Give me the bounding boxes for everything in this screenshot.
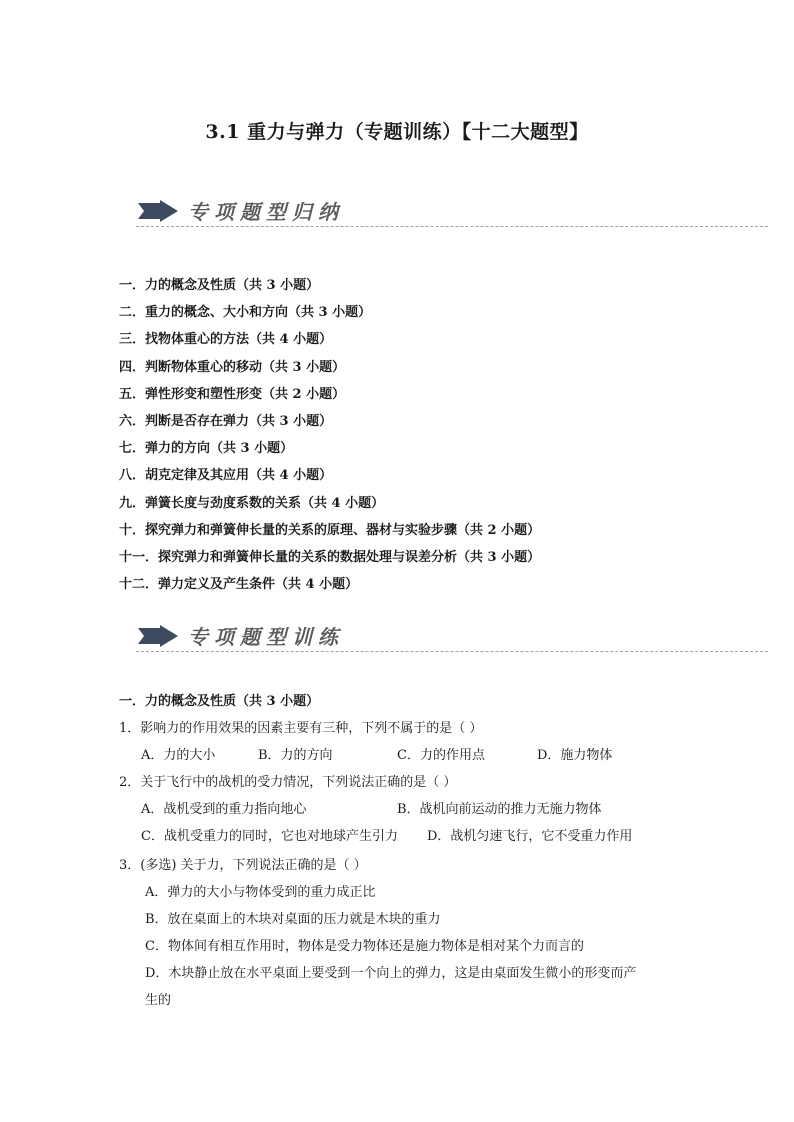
option-a: A．战机受到的重力指向地心 xyxy=(141,802,307,817)
option-b: B．战机向前运动的推力无施力物体 xyxy=(397,802,602,817)
option-c: C．物体间有相互作用时，物体是受力物体还是施力物体是相对某个力而言的 xyxy=(145,939,584,954)
question-2-options xyxy=(141,796,681,850)
toc-item: 八．胡克定律及其应用（共 4 小题） xyxy=(119,468,333,484)
option-b: B．力的方向 xyxy=(258,748,333,763)
toc-item: 六．判断是否存在弹力（共 3 小题） xyxy=(119,413,333,429)
toc-item: 十．探究弹力和弹簧伸长量的关系的原理、器材与实验步骤（共 2 小题） xyxy=(119,522,541,538)
banner-summary-text: 专项题型归纳 xyxy=(188,200,344,224)
arrow-icon xyxy=(138,625,182,647)
question-1-stem: 1．影响力的作用效果的因素主要有三种，下列不属于的是（ ） xyxy=(119,721,483,736)
question-3-options xyxy=(145,879,685,1014)
option-d-continued: 生的 xyxy=(145,993,172,1008)
dashed-rule xyxy=(136,226,768,227)
question-1-options xyxy=(141,742,661,769)
option-a: A．弹力的大小与物体受到的重力成正比 xyxy=(145,885,376,900)
page-title: 3.1 重力与弹力（专题训练）【十二大题型】 xyxy=(205,121,589,143)
toc-item: 三．找物体重心的方法（共 4 小题） xyxy=(119,332,333,348)
dashed-rule xyxy=(136,651,768,652)
option-d: D．战机匀速飞行，它不受重力作用 xyxy=(427,829,633,844)
toc-item: 十二．弹力定义及产生条件（共 4 小题） xyxy=(119,577,359,593)
arrow-icon xyxy=(138,200,182,222)
option-a: A．力的大小 xyxy=(141,748,216,763)
option-b: B．放在桌面上的木块对桌面的压力就是木块的重力 xyxy=(145,912,441,927)
option-c: C．战机受重力的同时，它也对地球产生引力 xyxy=(141,829,398,844)
toc-item: 一．力的概念及性质（共 3 小题） xyxy=(119,278,320,293)
question-2-stem: 2．关于飞行中的战机的受力情况，下列说法正确的是（ ） xyxy=(119,775,457,790)
banner-training-text: 专项题型训练 xyxy=(188,625,344,649)
toc-item: 十一．探究弹力和弹簧伸长量的关系的数据处理与误差分析（共 3 小题） xyxy=(119,549,541,565)
toc-item: 七．弹力的方向（共 3 小题） xyxy=(119,441,294,457)
option-c: C．力的作用点 xyxy=(397,748,485,763)
option-d: D．木块静止放在水平桌面上要受到一个向上的弹力，这是由桌面发生微小的形变而产 xyxy=(145,966,637,981)
toc-item: 五．弹性形变和塑性形变（共 2 小题） xyxy=(119,386,346,402)
banner-training xyxy=(136,617,768,657)
toc-item: 九．弹簧长度与劲度系数的关系（共 4 小题） xyxy=(119,495,385,511)
section-heading: 一．力的概念及性质（共 3 小题） xyxy=(119,694,320,709)
toc-item: 四．判断物体重心的移动（共 3 小题） xyxy=(119,359,346,375)
toc-list xyxy=(119,272,540,598)
toc-item: 二．重力的概念、大小和方向（共 3 小题） xyxy=(119,305,372,321)
option-d: D．施力物体 xyxy=(537,748,613,763)
banner-summary xyxy=(136,192,768,232)
question-3-stem: 3．(多选) 关于力，下列说法正确的是（ ） xyxy=(119,858,367,873)
